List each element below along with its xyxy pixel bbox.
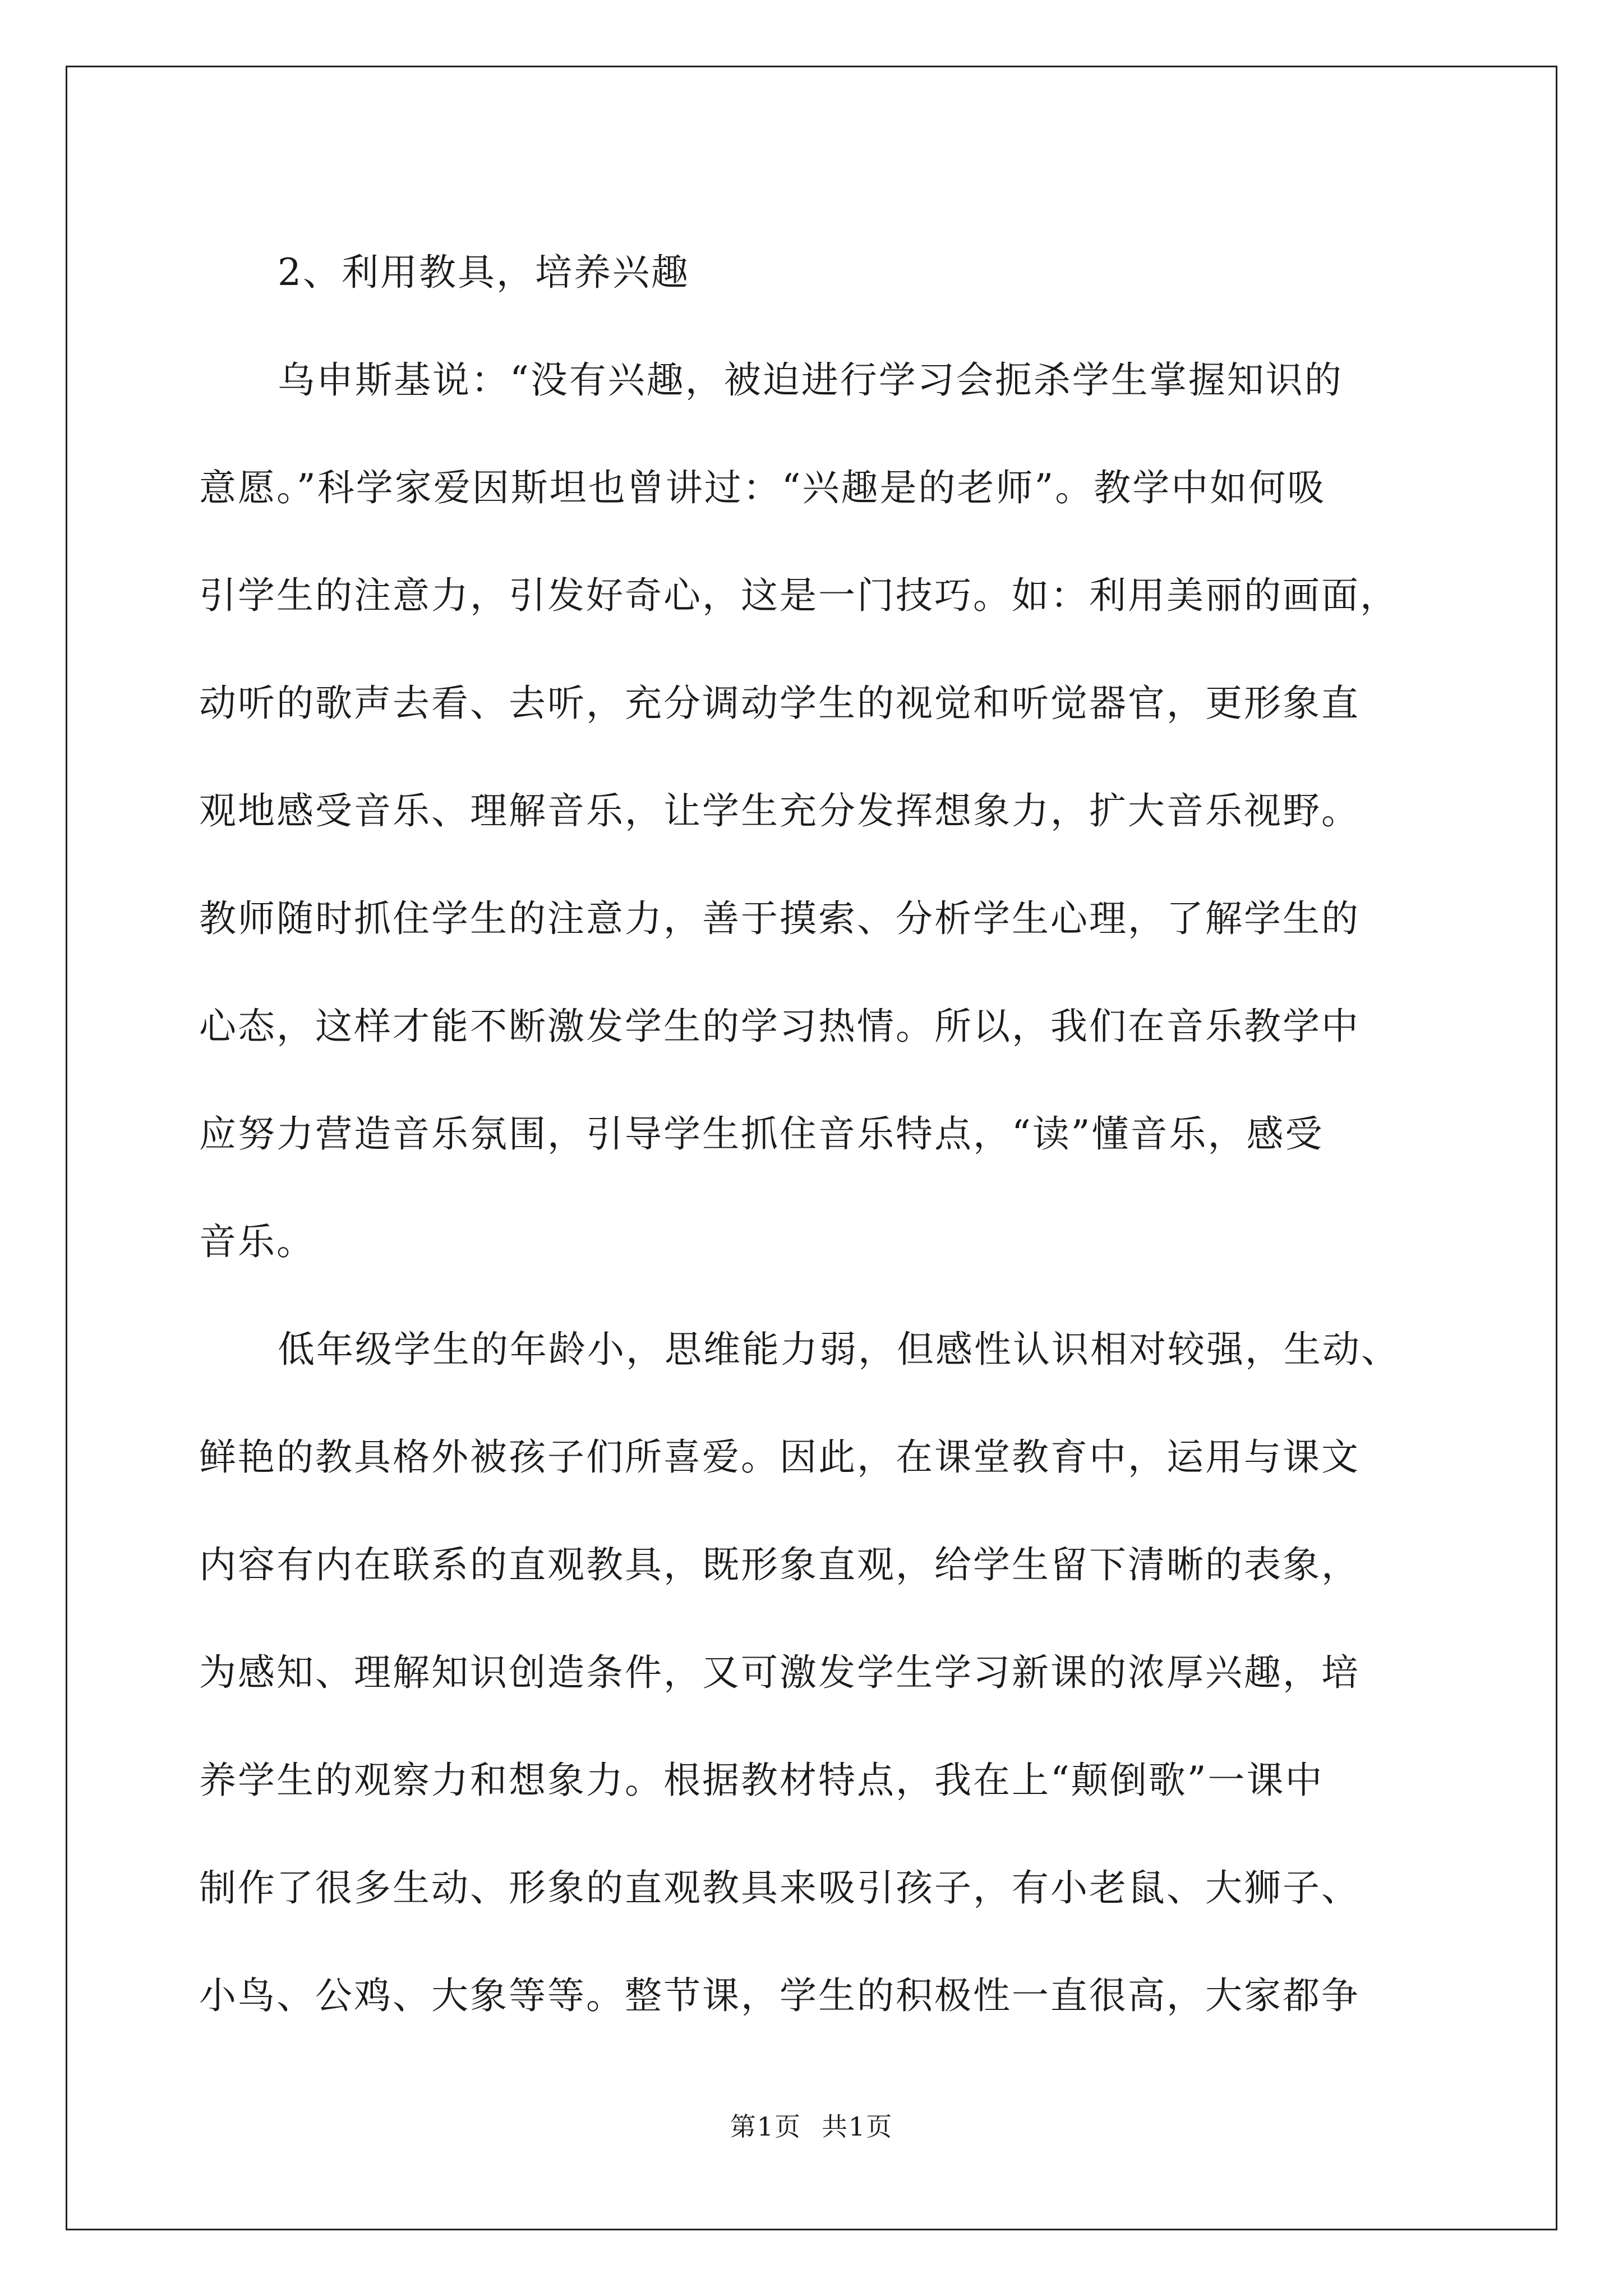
paragraph-line: 鲜艳的教具格外被孩子们所喜爱。因此，在课堂教育中，运用与课文	[199, 1435, 1360, 1479]
paragraph-line: 低年级学生的年龄小，思维能力弱，但感性认识相对较强，生动、	[278, 1328, 1400, 1371]
page-number-current: 第1页	[730, 2111, 801, 2142]
paragraph-line: 心态，这样才能不断激发学生的学习热情。所以，我们在音乐教学中	[199, 1005, 1360, 1048]
section-heading: 2、利用教具，培养兴趣	[278, 251, 690, 294]
document-body	[199, 219, 1436, 2050]
paragraph-line: 意愿。”科学家爱因斯坦也曾讲过：“兴趣是的老师”。教学中如何吸	[199, 466, 1326, 509]
paragraph-line: 音乐。	[199, 1220, 315, 1263]
paragraph-line: 乌申斯基说：“没有兴趣，被迫进行学习会扼杀学生掌握知识的	[278, 358, 1343, 402]
paragraph-line: 内容有内在联系的直观教具，既形象直观，给学生留下清晰的表象，	[199, 1543, 1360, 1586]
paragraph-line: 小鸟、公鸡、大象等等。整节课，学生的积极性一直很高，大家都争	[199, 1974, 1360, 2017]
paragraph-line: 为感知、理解知识创造条件，又可激发学生学习新课的浓厚兴趣，培	[199, 1651, 1360, 1694]
paragraph-line: 教师随时抓住学生的注意力，善于摸索、分析学生心理，了解学生的	[199, 897, 1360, 940]
paragraph-line: 动听的歌声去看、去听，充分调动学生的视觉和听觉器官，更形象直	[199, 682, 1360, 725]
paragraph-line: 制作了很多生动、形象的直观教具来吸引孩子，有小老鼠、大狮子、	[199, 1866, 1360, 1910]
paragraph-line: 观地感受音乐、理解音乐，让学生充分发挥想象力，扩大音乐视野。	[199, 789, 1360, 832]
paragraph-line: 养学生的观察力和想象力。根据教材特点，我在上“颠倒歌”一课中	[199, 1759, 1324, 1802]
paragraph-line: 引学生的注意力，引发好奇心，这是一门技巧。如：利用美丽的画面，	[199, 574, 1399, 617]
page-footer	[0, 2106, 1623, 2143]
page-number-total: 共1页	[822, 2111, 893, 2142]
paragraph-line: 应努力营造音乐氛围，引导学生抓住音乐特点，“读”懂音乐，感受	[199, 1112, 1324, 1156]
